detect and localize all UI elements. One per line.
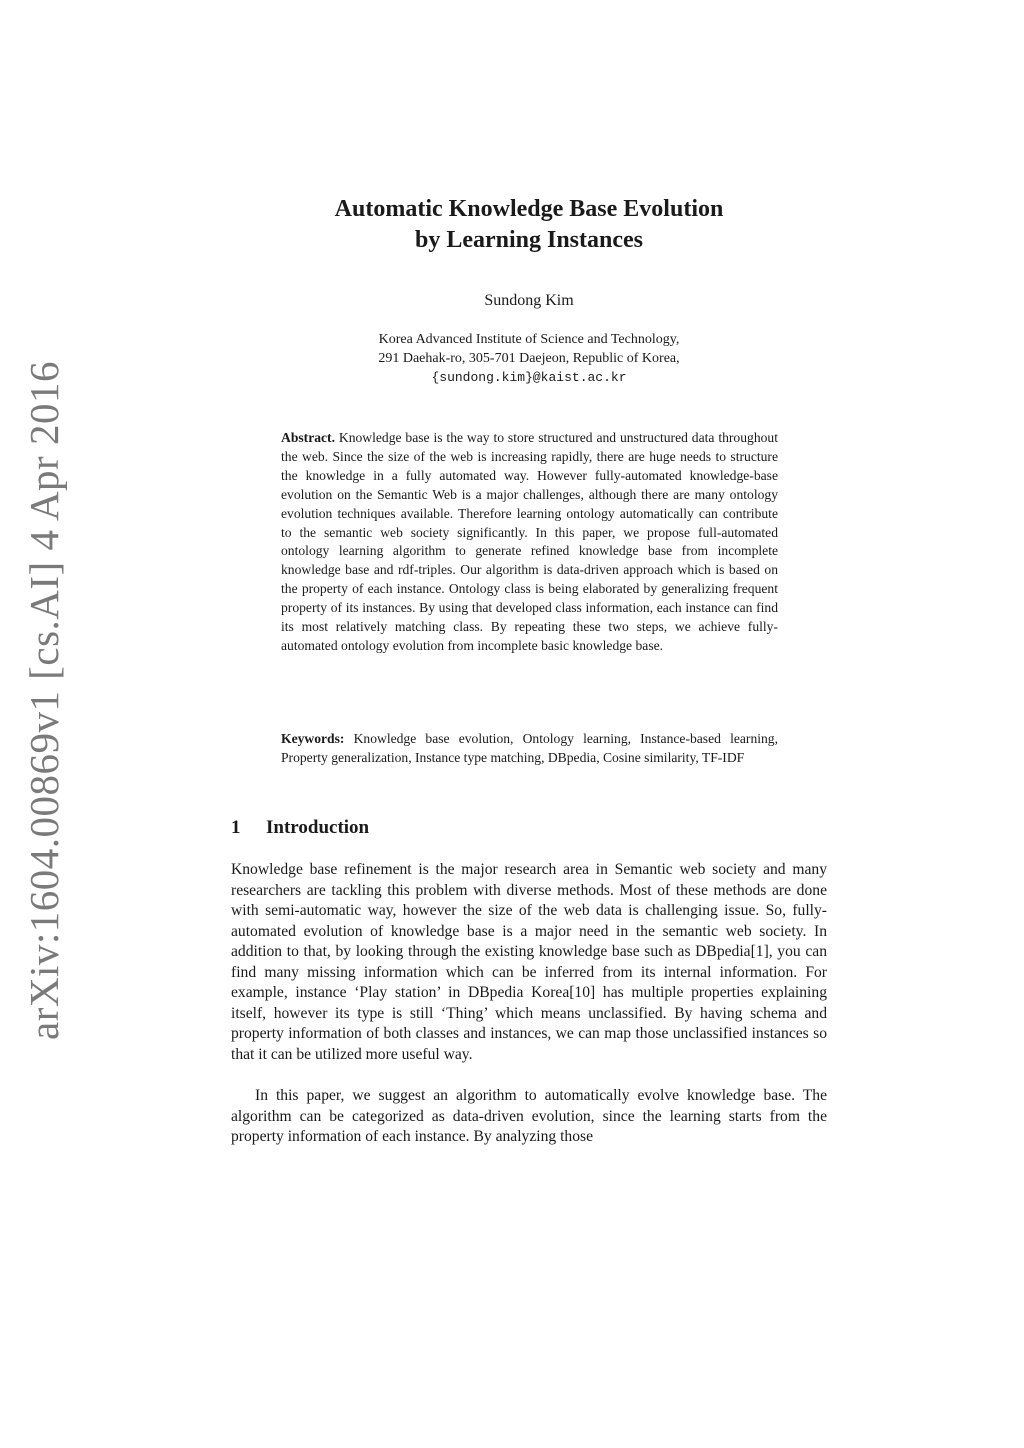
section-title: Introduction [266,817,370,838]
keywords [281,730,778,768]
title-line-2: by Learning Instances [414,227,644,253]
keywords-text: Knowledge base evolution, Ontology learning, Instance-based learning, Property generalization, Instance type matching, DBpedia, Cosine similarity, TF-IDF [281,731,779,765]
abstract-label: Abstract. [281,430,335,445]
section-heading-introduction [231,817,369,839]
affiliation-line-1: Korea Advanced Institute of Science and Technology, [378,332,680,347]
keywords-label: Keywords: [281,731,345,746]
arxiv-identifier: arXiv:1604.00869v1 [cs.AI] 4 Apr 2016 [21,361,67,1040]
author-email: {sundong.kim}@kaist.ac.kr [431,370,627,385]
affiliation [229,330,829,387]
abstract-text: Knowledge base is the way to store structured and unstructured data throughout the web. Since the size of the web is increasing rapidly, there are huge needs to structure the knowledge in a fully automated way. However fully-automated knowledge-base evolution on the Semantic Web is a major challenges, although there are many ontology evolution techniques available. Therefore learning ontology automatically can contribute to the semantic web society significantly. In this paper, we propose full-automated ontology learning algorithm to generate refined knowledge base from incomplete knowledge base and rdf-triples. Our algorithm is data-driven approach which is based on the property of each instance. Ontology class is being elaborated by generalizing frequent property of its instances. By using that developed class information, each instance can find its most relatively matching class. By repeating these two steps, we achieve fully-automated ontology evolution from incomplete basic knowledge base. [281,430,778,653]
affiliation-line-2: 291 Daehak-ro, 305-701 Daejeon, Republic of Korea, [378,351,680,366]
title-line-1: Automatic Knowledge Base Evolution [334,196,724,222]
author-name: Sundong Kim [484,292,574,309]
paper-title [229,194,829,256]
abstract [281,429,778,656]
section-number: 1 [231,817,241,838]
intro-paragraph-2: In this paper, we suggest an algorithm to automatically evolve knowledge base. The algorithm can be categorized as data-driven evolution, since the learning starts from the property information of each instance. By analyzing those [231,1087,827,1145]
intro-paragraph-1: Knowledge base refinement is the major research area in Semantic web society and many researchers are tackling this problem with diverse methods. Most of these methods are done with semi-automatic way, however the size of the web data is challenging issue. So, fully-automated evolution of knowledge base is a major need in the semantic web society. In addition to that, by looking through the existing knowledge base such as DBpedia[1], you can find many missing information which can be inferred from its internal information. For example, instance ‘Play station’ in DBpedia Korea[10] has multiple properties explaining itself, however its type is still ‘Thing’ which means unclassified. By having schema and property information of both classes and instances, we can map those unclassified instances so that it can be utilized more useful way. [231,861,827,1063]
